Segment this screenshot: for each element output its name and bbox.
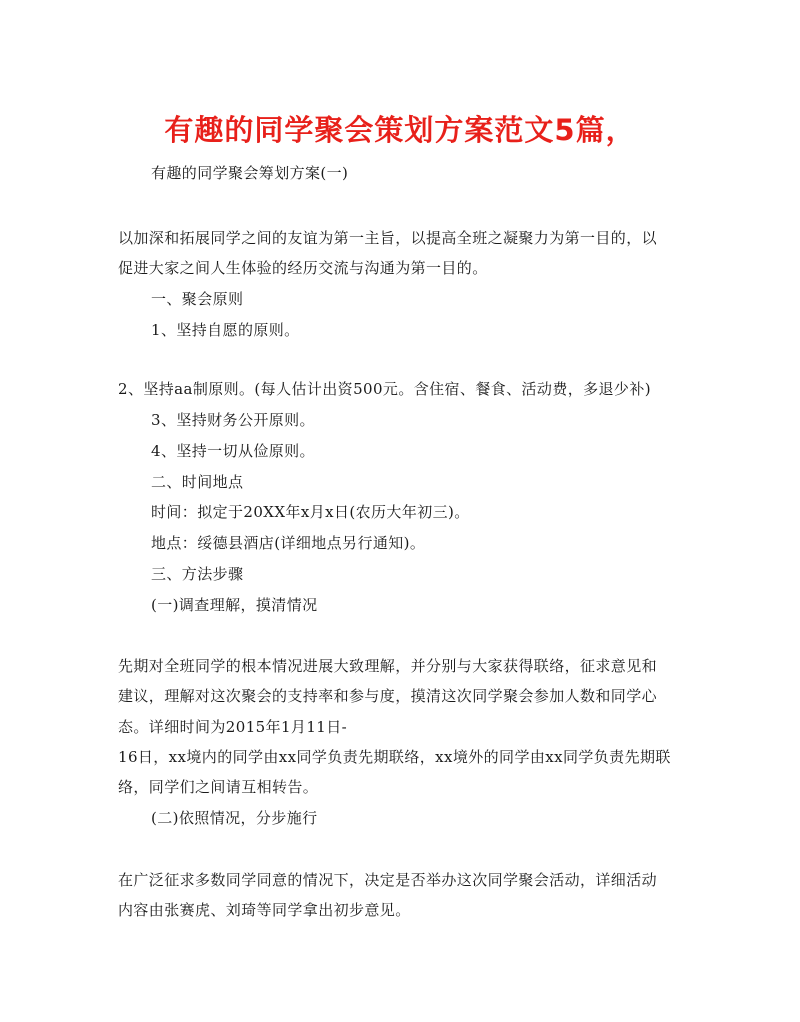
paragraph-line: 16日，xx境内的同学由xx同学负责先期联络，xx境外的同学由xx同学负责先期联: [118, 748, 671, 766]
paragraph-line: 先期对全班同学的根本情况进展大致理解，并分别与大家获得联络，征求意见和: [118, 657, 658, 675]
list-item: 3、坚持财务公开原则。: [151, 411, 315, 429]
section-heading: 三、方法步骤: [151, 565, 244, 583]
paragraph-line: 内容由张赛虎、刘琦等同学拿出初步意见。: [118, 901, 411, 919]
paragraph-line: 促进大家之间人生体验的经历交流与沟通为第一目的。: [118, 259, 488, 277]
paragraph-line: 在广泛征求多数同学同意的情况下，决定是否举办这次同学聚会活动，详细活动: [118, 871, 658, 889]
subsection-heading: (一)调查理解，摸清情况: [151, 596, 318, 614]
paragraph-line: 络，同学们之间请互相转告。: [118, 778, 319, 796]
section-heading: 一、聚会原则: [151, 290, 244, 308]
paragraph-line: 建议，理解对这次聚会的支持率和参与度，摸清这次同学聚会参加人数和同学心: [118, 687, 658, 705]
section-heading: 二、时间地点: [151, 473, 244, 491]
paragraph-line: 时间：拟定于20XX年x月x日(农历大年初三)。: [151, 503, 470, 521]
subtitle: 有趣的同学聚会筹划方案(一): [151, 164, 349, 182]
paragraph-line: 态。详细时间为2015年1月11日-: [118, 718, 348, 736]
list-item: 1、坚持自愿的原则。: [151, 321, 300, 339]
paragraph-line: 以加深和拓展同学之间的友谊为第一主旨，以提高全班之凝聚力为第一目的，以: [118, 229, 658, 247]
subsection-heading: (二)依照情况，分步施行: [151, 809, 318, 827]
paragraph-line: 地点：绥德县酒店(详细地点另行通知)。: [151, 534, 426, 552]
list-item: 4、坚持一切从俭原则。: [151, 442, 315, 460]
list-item: 2、坚持aa制原则。(每人估计出资500元。含住宿、餐食、活动费，多退少补): [118, 380, 651, 398]
document-title: 有趣的同学聚会策划方案范文5篇，: [164, 113, 636, 147]
